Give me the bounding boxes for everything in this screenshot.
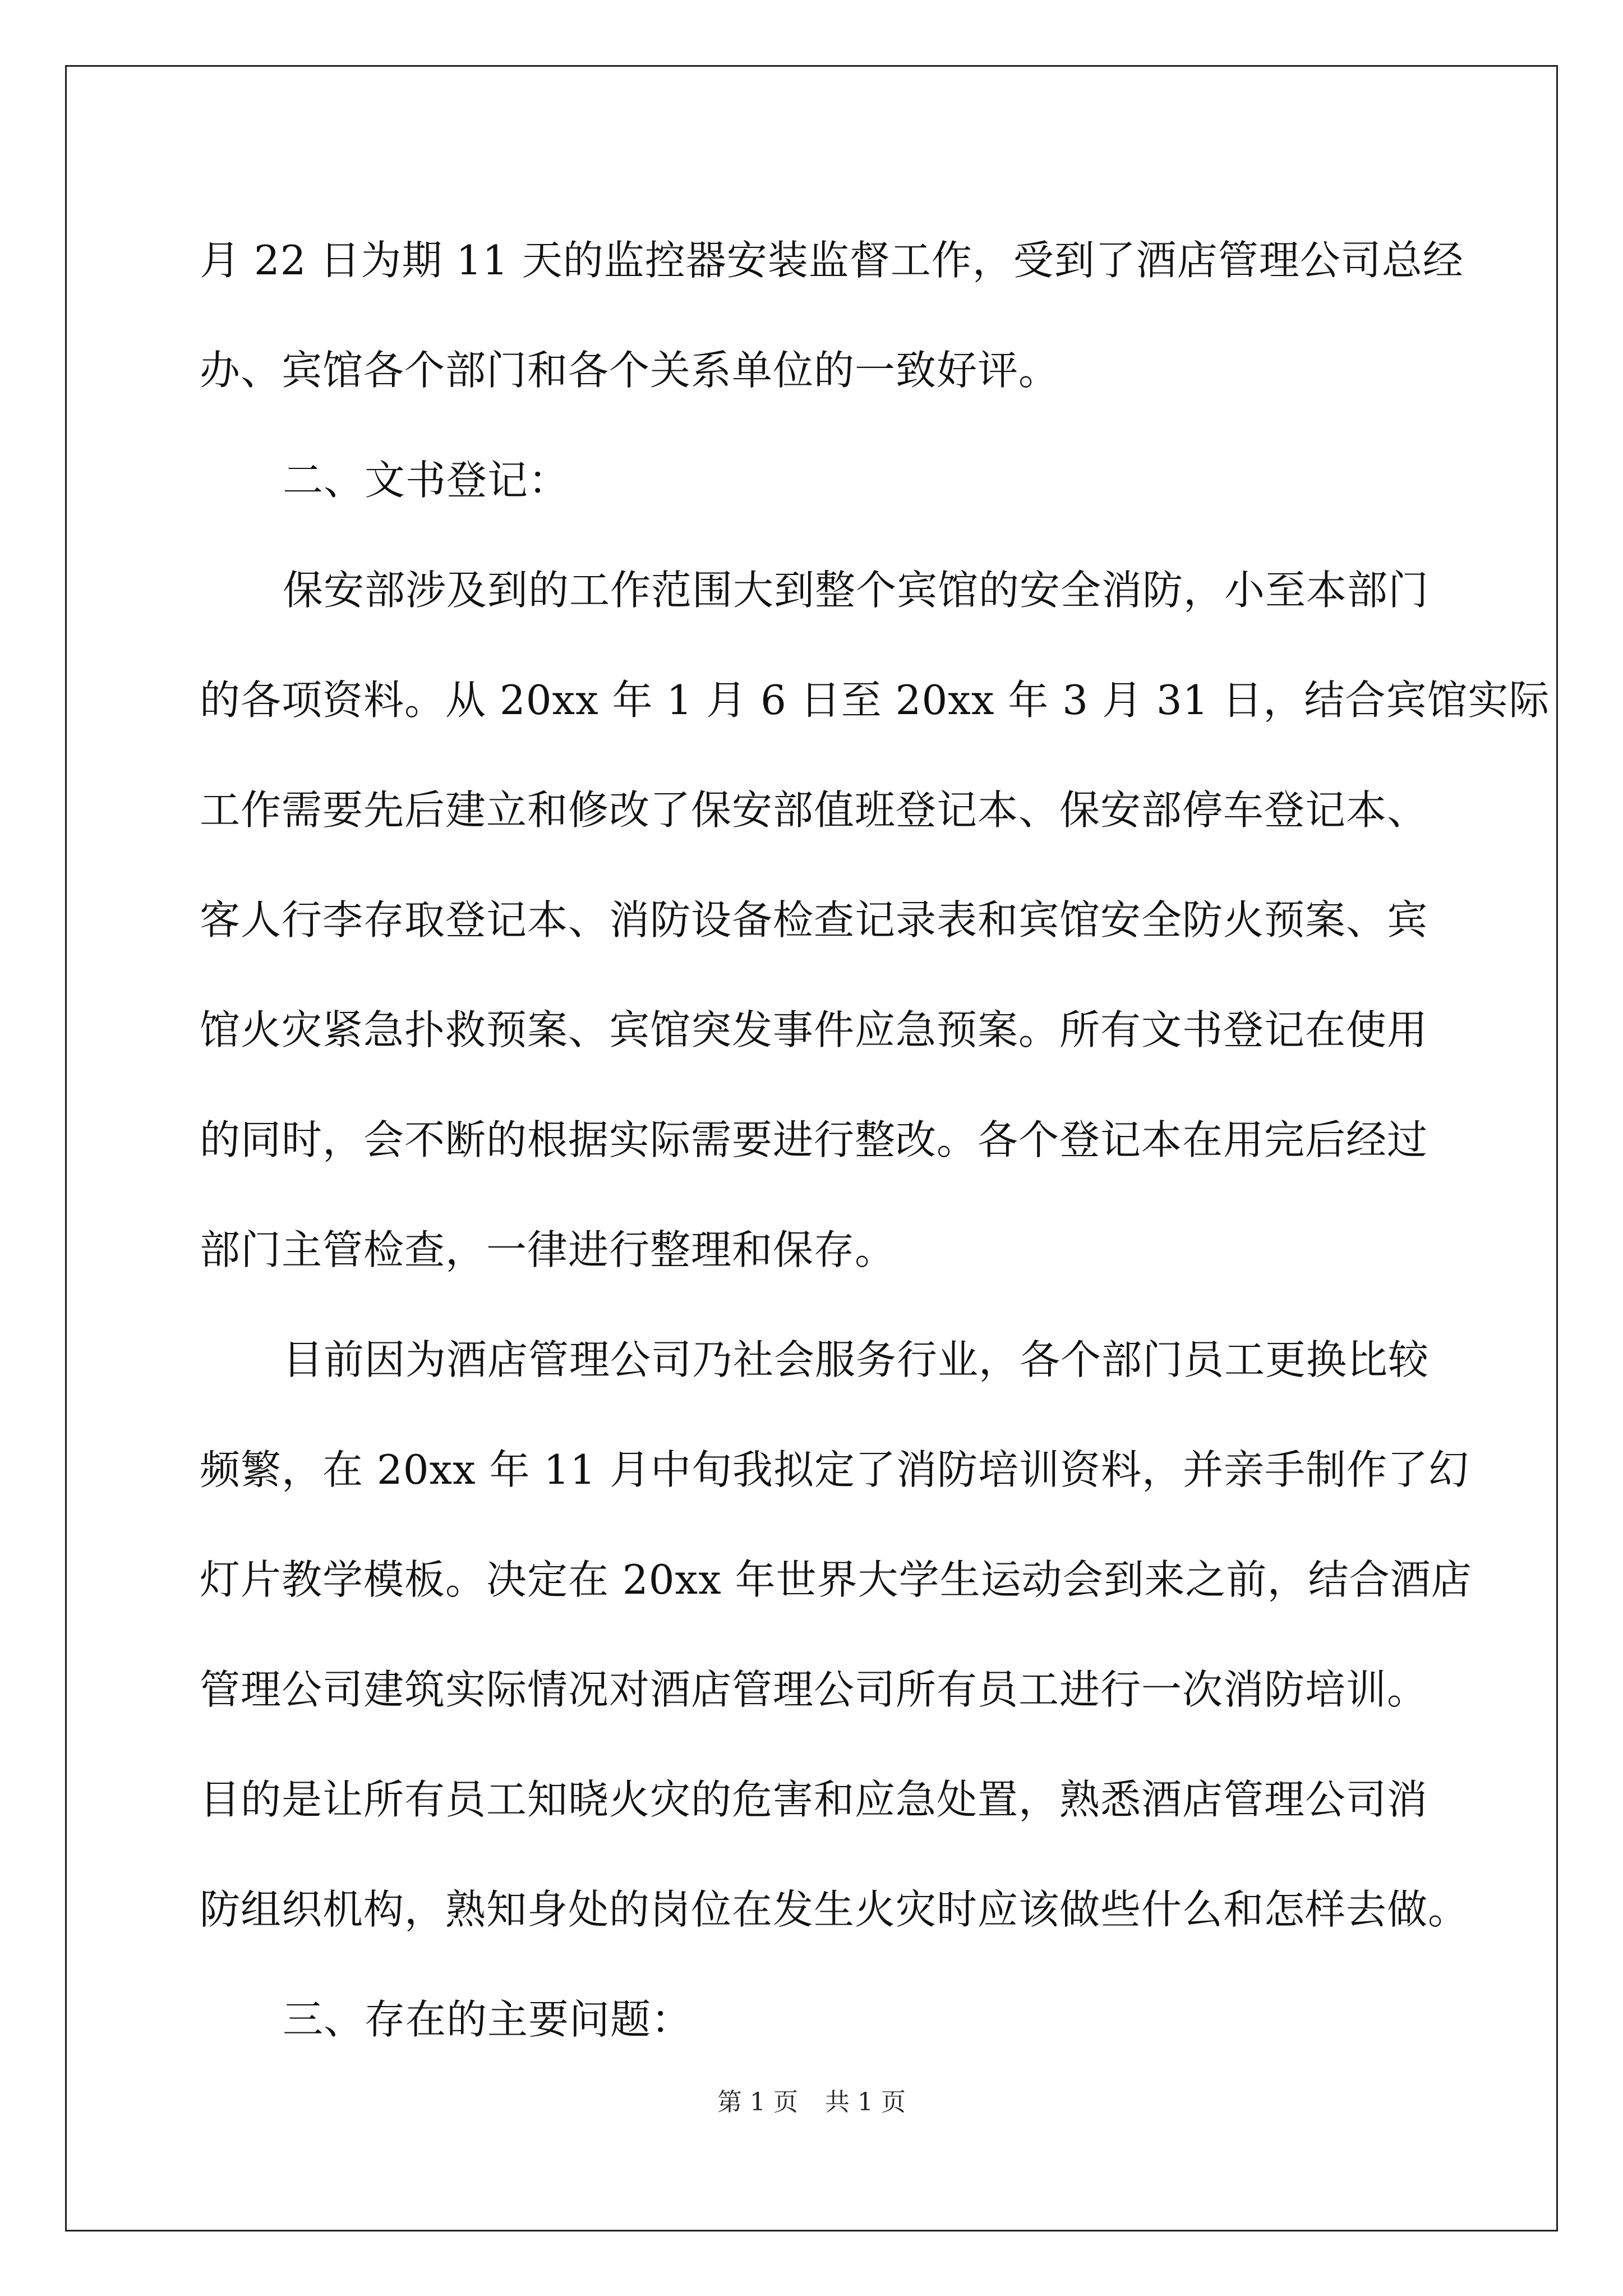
page-number-current: 第 1 页 bbox=[717, 2088, 798, 2116]
body-line: 工作需要先后建立和修改了保安部值班登记本、保安部停车登记本、 bbox=[200, 786, 1428, 834]
body-line: 目的是让所有员工知晓火灾的危害和应急处置，熟悉酒店管理公司消 bbox=[200, 1776, 1428, 1823]
body-line: 管理公司建筑实际情况对酒店管理公司所有员工进行一次消防培训。 bbox=[200, 1666, 1428, 1713]
page-number-total: 共 1 页 bbox=[825, 2088, 906, 2116]
body-line: 频繁，在 20xx 年 11 月中旬我拟定了消防培训资料，并亲手制作了幻 bbox=[200, 1446, 1469, 1493]
body-line: 目前因为酒店管理公司乃社会服务行业，各个部门员工更换比较 bbox=[283, 1336, 1430, 1383]
body-line: 防组织机构，熟知身处的岗位在发生火灾时应该做些什么和怎样去做。 bbox=[200, 1886, 1469, 1933]
body-line: 月 22 日为期 11 天的监控器安装监督工作，受到了酒店管理公司总经 bbox=[200, 237, 1464, 284]
body-line: 保安部涉及到的工作范围大到整个宾馆的安全消防，小至本部门 bbox=[283, 567, 1430, 614]
body-line: 灯片教学模板。决定在 20xx 年世界大学生运动会到来之前，结合酒店 bbox=[200, 1556, 1472, 1603]
body-line: 馆火灾紧急扑救预案、宾馆突发事件应急预案。所有文书登记在使用 bbox=[200, 1006, 1428, 1053]
page-footer bbox=[0, 2086, 1623, 2119]
body-line: 客人行李存取登记本、消防设备检查记录表和宾馆安全防火预案、宾 bbox=[200, 896, 1428, 944]
body-line: 的各项资料。从 20xx 年 1 月 6 日至 20xx 年 3 月 31 日，结合宾馆实际 bbox=[200, 677, 1550, 724]
section-heading: 三、存在的主要问题： bbox=[283, 1996, 693, 2043]
body-line: 的同时，会不断的根据实际需要进行整改。各个登记本在用完后经过 bbox=[200, 1116, 1428, 1163]
body-line: 办、宾馆各个部门和各个关系单位的一致好评。 bbox=[200, 347, 1060, 394]
document-body bbox=[200, 205, 1550, 2074]
section-heading: 二、文书登记： bbox=[283, 457, 570, 504]
body-line: 部门主管检查，一律进行整理和保存。 bbox=[200, 1226, 896, 1273]
